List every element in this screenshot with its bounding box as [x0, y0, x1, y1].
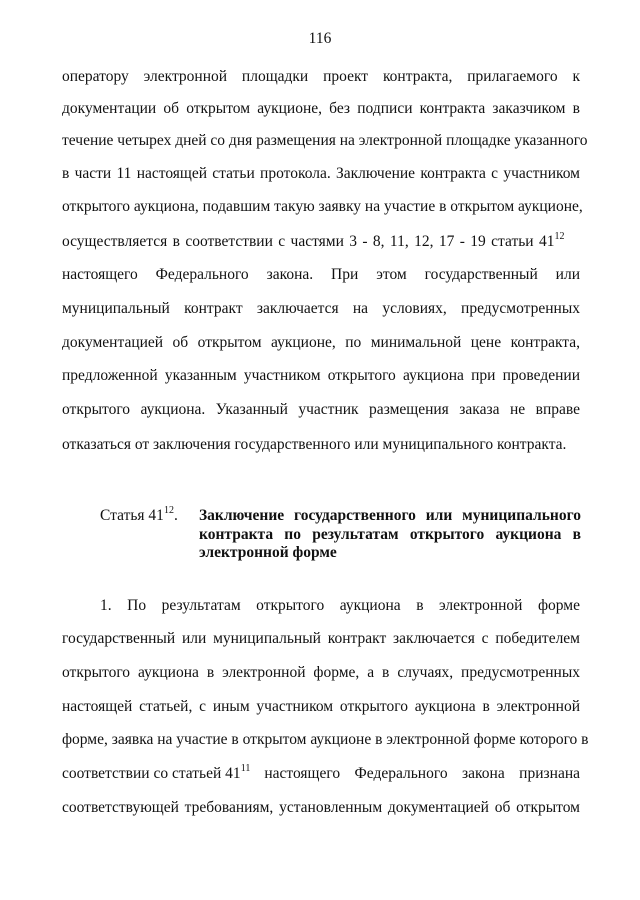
- superscript: 12: [163, 505, 174, 516]
- article-title-line: контракта по результатам открытого аукциона в: [199, 525, 581, 543]
- text-line: настоящего Федерального закона. При этом государственный или: [62, 266, 580, 283]
- text-line: [62, 765, 580, 785]
- superscript: 12: [554, 231, 565, 242]
- article-title-line: Заключение государственного или муниципального: [199, 507, 581, 524]
- text-line-main: осуществляется в соответствии с частями 3 - 8, 11, 12, 17 - 19 статьи 41: [62, 233, 555, 250]
- text-line: оператору электронной площадки проект контракта, прилагаемого к: [62, 68, 580, 85]
- article-title-line: электронной форме: [199, 544, 337, 561]
- page-number: 116: [308, 30, 332, 47]
- text-line: государственный или муниципальный контракт заключается с победителем: [62, 630, 580, 647]
- text-line: [62, 233, 580, 253]
- text-line: настоящей статьей, с иным участником открытого аукциона в электронной: [62, 698, 580, 715]
- text-line: муниципальный контракт заключается на условиях, предусмотренных: [62, 300, 580, 317]
- text-line-part: настоящего Федерального закона признана: [264, 765, 580, 782]
- text-line: отказаться от заключения государственного или муниципального контракта.: [62, 436, 567, 453]
- text-line-main: соответствии со статьей 41: [62, 765, 241, 782]
- article-label-text: Статья 41: [100, 507, 164, 524]
- article-label-dot: .: [173, 507, 178, 524]
- text-line: документации об открытом аукционе, без подписи контракта заказчиком в: [62, 100, 580, 117]
- superscript: 11: [240, 763, 251, 774]
- text-line: форме, заявка на участие в открытом аукционе в электронной форме которого в: [62, 731, 589, 748]
- text-line-part: [62, 765, 250, 785]
- text-line: документацией об открытом аукционе, по минимальной цене контракта,: [62, 334, 580, 351]
- article-title: [199, 507, 581, 563]
- text-line: течение четырех дней со дня размещения на электронной площадке указанного: [62, 132, 588, 149]
- article-label: [100, 507, 178, 525]
- text-line: соответствующей требованиям, установленным документацией об открытом: [62, 799, 580, 816]
- text-line: предложенной указанным участником открытого аукциона при проведении: [62, 367, 580, 384]
- text-line: 1. По результатам открытого аукциона в электронной форме: [100, 597, 580, 614]
- text-line: в части 11 настоящей статьи протокола. Заключение контракта с участником: [62, 165, 580, 182]
- text-line: открытого аукциона, подавшим такую заявку на участие в открытом аукционе,: [62, 198, 583, 215]
- text-line: открытого аукциона. Указанный участник размещения заказа не вправе: [62, 401, 580, 418]
- text-line: открытого аукциона в электронной форме, а в случаях, предусмотренных: [62, 664, 580, 681]
